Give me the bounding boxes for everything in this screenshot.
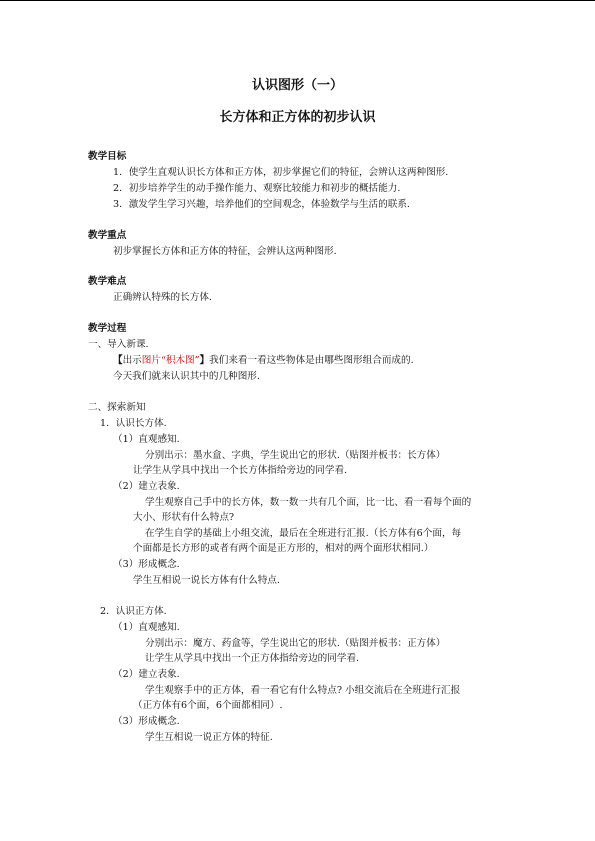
cuboid-line: 个面都是长方形的或者有两个面是正方形的，相对的两个面形状相同.） — [133, 543, 434, 554]
cuboid-line: 大小、形状有什么特点? — [133, 512, 235, 523]
bracket-open: 【 — [113, 355, 123, 366]
cuboid-heading: 1．认识长方体. — [100, 418, 167, 429]
goal-item-2: 2．初步培养学生的动手操作能力、观察比较能力和初步的概括能力. — [113, 183, 401, 194]
cuboid-line: 学生观察自己手中的长方体，数一数一共有几个面，比一比、看一看每个面的 — [145, 497, 472, 508]
intro-line-1 — [113, 355, 414, 367]
cuboid-line: 在学生自学的基础上小组交流，最后在全班进行汇报.（长方体有6个面，每 — [145, 528, 462, 539]
cube-line: 分别出示：魔方、药盒等，学生说出它的形状.（贴图并板书：正方体） — [145, 638, 446, 649]
cube-heading: 2．认识正方体. — [100, 606, 167, 617]
difficulty-heading: 教学难点 — [88, 276, 127, 287]
cube-line: 让学生从学具中找出一个正方体指给旁边的同学看. — [145, 653, 360, 664]
picture-reference: 图片“积木图” — [141, 355, 200, 366]
page-title: 认识图形（一） — [251, 78, 343, 93]
intro-heading: 一、导入新课. — [88, 339, 149, 350]
cuboid-line: 学生互相说一说长方体有什么特点. — [133, 575, 280, 586]
key-heading: 教学重点 — [88, 230, 127, 241]
goal-item-1: 1．使学生直观认识长方体和正方体，初步掌握它们的特征，会辨认这两种图形. — [113, 167, 449, 178]
key-text: 初步掌握长方体和正方体的特征，会辨认这两种图形. — [113, 246, 337, 257]
goal-item-3: 3．激发学生学习兴趣，培养他们的空间观念，体验数学与生活的联系. — [113, 199, 410, 210]
process-heading: 教学过程 — [88, 323, 127, 334]
explore-heading: 二、探索新知 — [88, 402, 146, 413]
cube-line: （1）直观感知. — [113, 622, 180, 633]
show-rest: 我们来看一看这些物体是由哪些图形组合而成的. — [209, 355, 414, 366]
cuboid-line: （3）形成概念. — [113, 559, 180, 570]
show-prefix: 出示 — [122, 355, 142, 366]
cube-line: 学生互相说一说正方体的特征. — [145, 732, 273, 743]
intro-line-2: 今天我们就来认识其中的几种图形. — [113, 371, 260, 382]
bracket-close: 】 — [199, 355, 210, 366]
cuboid-line: （2）建立表象. — [113, 481, 180, 492]
cube-line: （正方体有6个面，6个面都相同）. — [133, 700, 283, 711]
goals-heading: 教学目标 — [88, 151, 127, 162]
top-rule — [0, 0, 595, 1]
cuboid-line: 分别出示：墨水盒、字典，学生说出它的形状.（贴图并板书：长方体） — [145, 450, 446, 461]
cube-line: （2）建立表象. — [113, 669, 180, 680]
cube-line: 学生观察手中的正方体，看一看它有什么特点? 小组交流后在全班进行汇报 — [145, 685, 461, 696]
difficulty-text: 正确辨认特殊的长方体. — [113, 292, 212, 303]
page-subtitle: 长方体和正方体的初步认识 — [219, 110, 376, 125]
cube-line: （3）形成概念. — [113, 716, 180, 727]
cuboid-line: （1）直观感知. — [113, 434, 180, 445]
cuboid-line: 让学生从学具中找出一个长方体指给旁边的同学看. — [133, 465, 348, 476]
